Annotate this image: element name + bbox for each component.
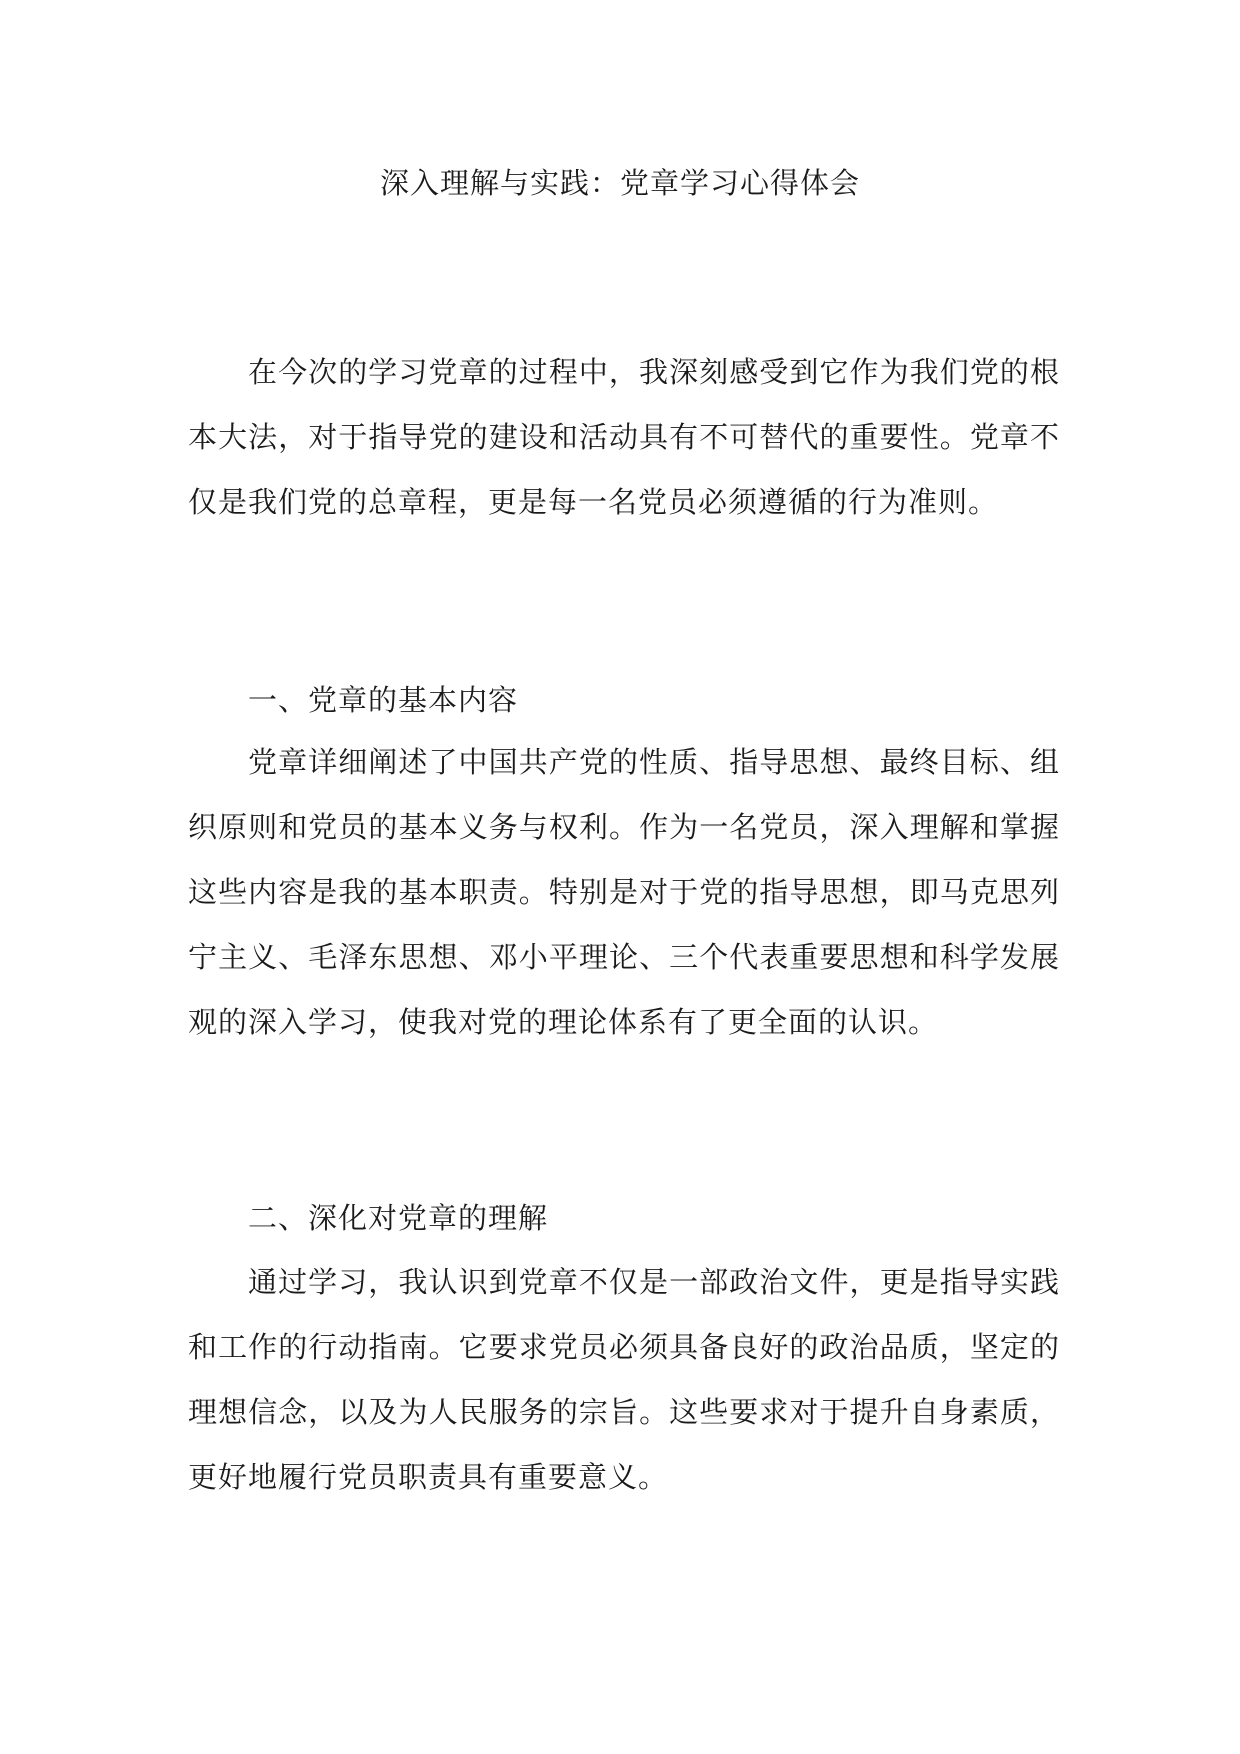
section-1-paragraph: 党章详细阐述了中国共产党的性质、指导思想、最终目标、组织原则和党员的基本义务与权利。作为一名党员，深入理解和掌握这些内容是我的基本职责。特别是对于党的指导思想，即马克思列宁主义、毛泽东思想、邓小平理论、三个代表重要思想和科学发展观的深入学习，使我对党的理论体系有了更全面的认识。 (188, 745, 1060, 1039)
section-2-heading: 二、深化对党章的理解 (248, 1201, 549, 1235)
section-2-paragraph: 通过学习，我认识到党章不仅是一部政治文件，更是指导实践和工作的行动指南。它要求党员必须具备良好的政治品质，坚定的理想信念，以及为人民服务的宗旨。这些要求对于提升自身素质，更好地履行党员职责具有重要意义。 (188, 1265, 1060, 1494)
document-title: 深入理解与实践：党章学习心得体会 (379, 166, 860, 200)
intro-paragraph: 在今次的学习党章的过程中，我深刻感受到它作为我们党的根本大法，对于指导党的建设和活动具有不可替代的重要性。党章不仅是我们党的总章程，更是每一名党员必须遵循的行为准则。 (188, 355, 1060, 519)
section-1-heading: 一、党章的基本内容 (248, 683, 519, 717)
